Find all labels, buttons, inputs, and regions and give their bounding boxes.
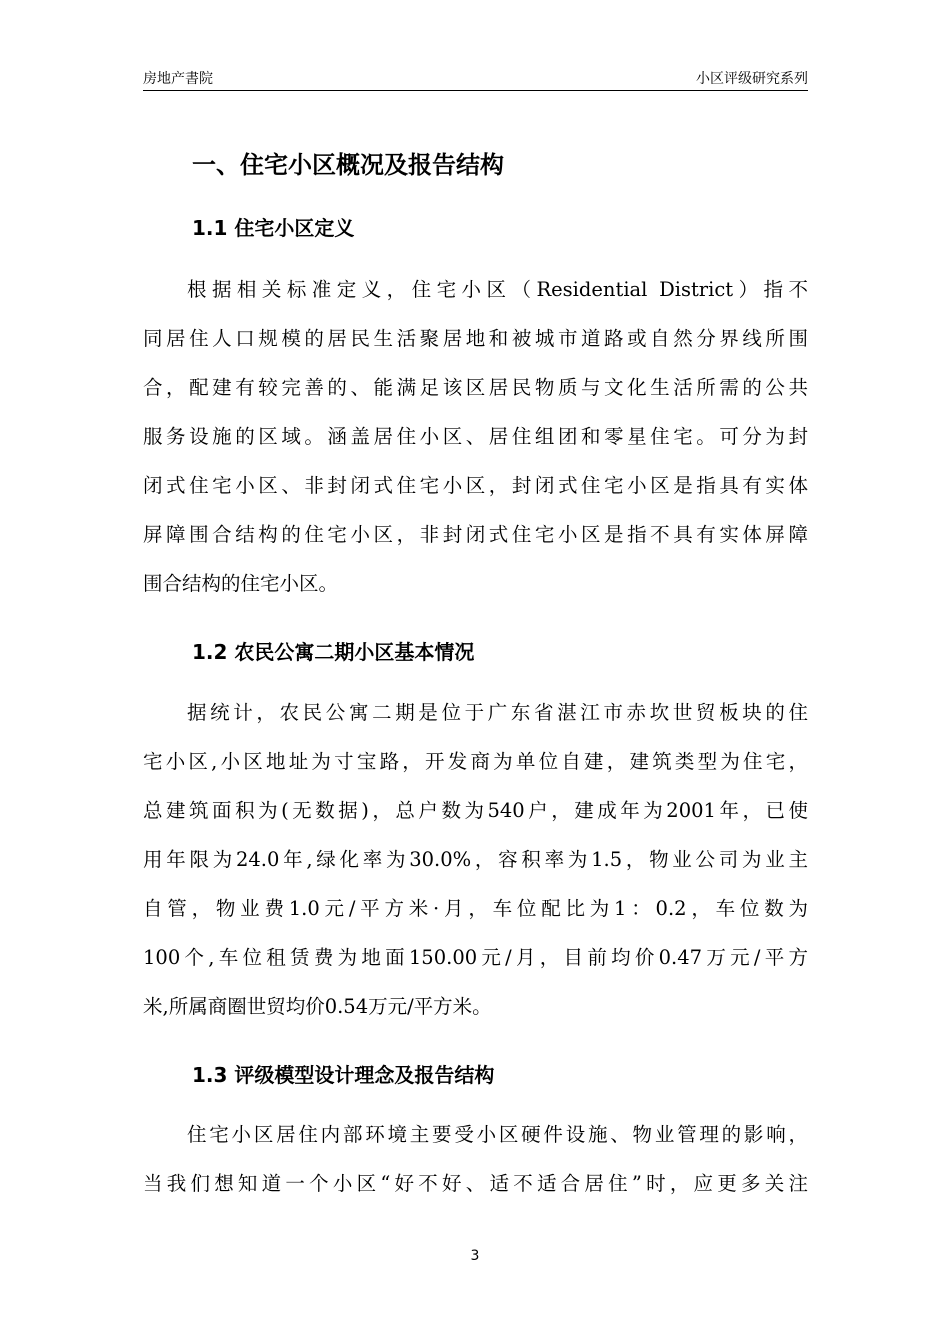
paragraph-line: 总建筑面积为(无数据)，总户数为540户，建成年为2001年，已使: [143, 799, 808, 822]
section-heading-1-3: 1.3 评级模型设计理念及报告结构: [192, 1063, 495, 1087]
section-1-3-paragraph: [143, 1110, 808, 1208]
section-1-1-paragraph: [143, 265, 808, 608]
paragraph-line: 据统计，农民公寓二期是位于广东省湛江市赤坎世贸板块的住: [187, 701, 808, 724]
paragraph-line: 闭式住宅小区、非封闭式住宅小区，封闭式住宅小区是指具有实体: [143, 474, 808, 497]
chapter-heading: 一、住宅小区概况及报告结构: [192, 151, 504, 179]
header-right-title: 小区评级研究系列: [696, 71, 808, 87]
paragraph-line: 宅小区,小区地址为寸宝路，开发商为单位自建，建筑类型为住宅，: [143, 750, 808, 773]
section-heading-1-2: 1.2 农民公寓二期小区基本情况: [192, 640, 475, 664]
paragraph-line: 同居住人口规模的居民生活聚居地和被城市道路或自然分界线所围: [143, 327, 808, 350]
page-header: [143, 66, 808, 91]
header-left-title: 房地产書院: [143, 71, 213, 87]
paragraph-line: 100个,车位租赁费为地面150.00元/月，目前均价0.47万元/平方: [143, 946, 808, 969]
paragraph-line: 用年限为24.0年,绿化率为30.0%，容积率为1.5，物业公司为业主: [143, 848, 808, 871]
page-number: 3: [470, 1248, 480, 1264]
paragraph-line: 服务设施的区域。涵盖居住小区、居住组团和零星住宅。可分为封: [143, 425, 808, 448]
paragraph-line: 米,所属商圈世贸均价0.54万元/平方米。: [143, 995, 492, 1018]
section-1-2-paragraph: [143, 688, 808, 1031]
paragraph-line: 屏障围合结构的住宅小区，非封闭式住宅小区是指不具有实体屏障: [143, 523, 808, 546]
paragraph-line: 当我们想知道一个小区“好不好、适不适合居住”时，应更多关注: [143, 1172, 808, 1195]
paragraph-line: 根据相关标准定义，住宅小区（Residential District）指不: [187, 278, 808, 301]
paragraph-line: 围合结构的住宅小区。: [143, 572, 339, 595]
paragraph-line: 自管，物业费1.0元/平方米·月，车位配比为1：0.2，车位数为: [143, 897, 808, 920]
paragraph-line: 住宅小区居住内部环境主要受小区硬件设施、物业管理的影响，: [187, 1123, 808, 1146]
section-heading-1-1: 1.1 住宅小区定义: [192, 216, 355, 240]
paragraph-line: 合，配建有较完善的、能满足该区居民物质与文化生活所需的公共: [143, 376, 808, 399]
